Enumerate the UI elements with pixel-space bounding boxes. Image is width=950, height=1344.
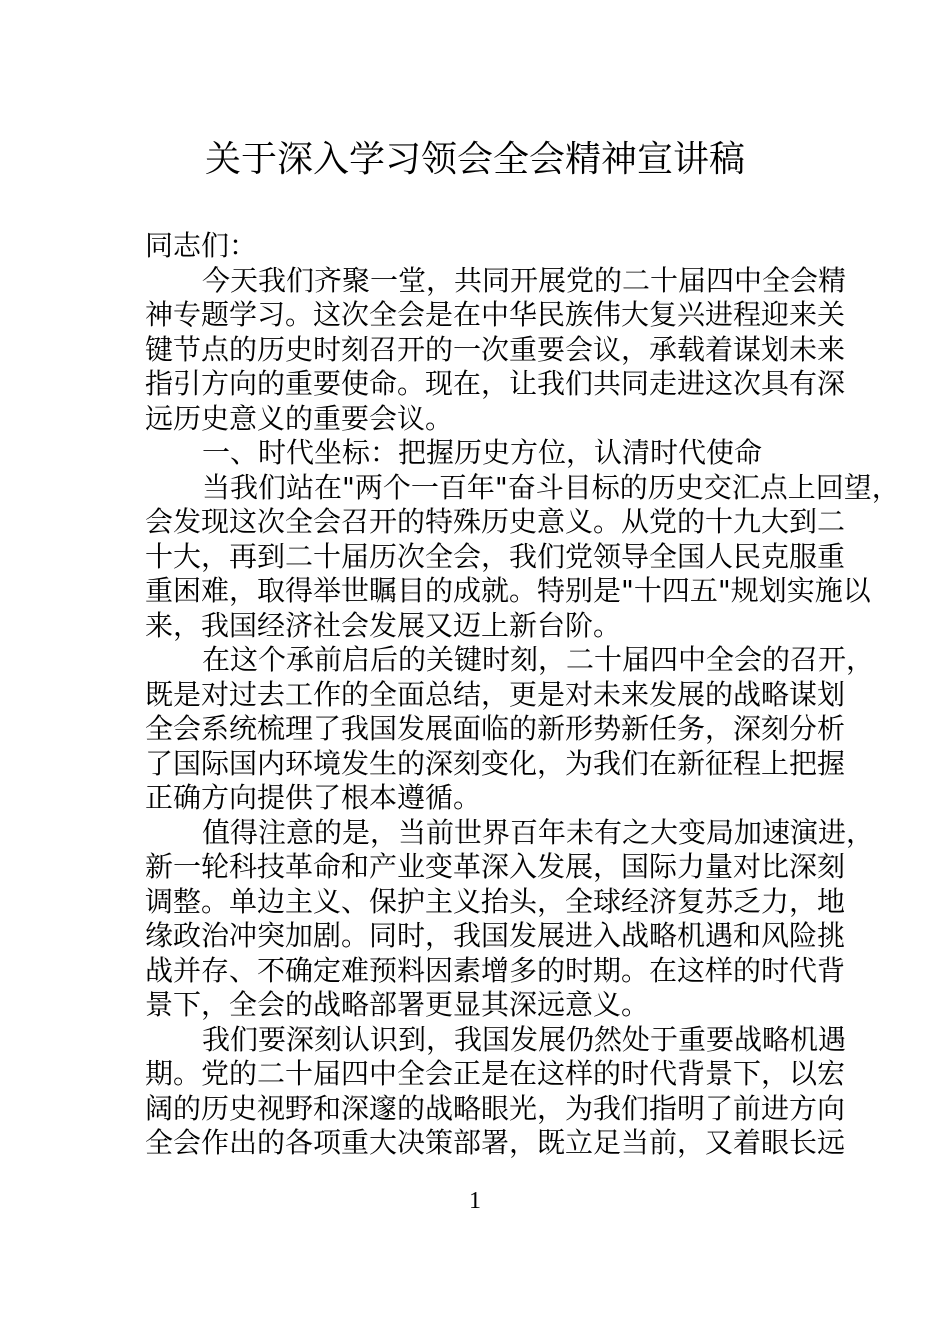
paragraph-line: 神专题学习。这次全会是在中华民族伟大复兴进程迎来关 bbox=[145, 298, 846, 331]
page-number: 1 bbox=[469, 1188, 481, 1214]
paragraph-line: 正确方向提供了根本遵循。 bbox=[145, 781, 482, 814]
paragraph-line: 重困难，取得举世瞩目的成就。特别是"十四五"规划实施以 bbox=[145, 574, 871, 607]
paragraph-line: 来，我国经济社会发展又迈上新台阶。 bbox=[145, 608, 622, 642]
paragraph-line: 既是对过去工作的全面总结，更是对未来发展的战略谋划 bbox=[145, 677, 846, 711]
paragraph-line: 了国际国内环境发生的深刻变化，为我们在新征程上把握 bbox=[145, 746, 846, 780]
paragraph-line: 新一轮科技革命和产业变革深入发展，国际力量对比深刻 bbox=[145, 850, 846, 883]
document-body bbox=[145, 229, 900, 1161]
paragraph-line: 今天我们齐聚一堂，共同开展党的二十届四中全会精 bbox=[202, 263, 847, 297]
paragraph-line: 我们要深刻认识到，我国发展仍然处于重要战略机遇 bbox=[202, 1022, 847, 1056]
paragraph-line: 全会系统梳理了我国发展面临的新形势新任务，深刻分析 bbox=[145, 712, 846, 745]
paragraph-line: 景下，全会的战略部署更显其深远意义。 bbox=[145, 988, 650, 1021]
salutation: 同志们： bbox=[145, 229, 258, 262]
paragraph-line: 阔的历史视野和深邃的战略眼光，为我们指明了前进方向 bbox=[145, 1091, 846, 1125]
paragraph-line: 期。党的二十届四中全会正是在这样的时代背景下，以宏 bbox=[145, 1057, 846, 1090]
paragraph-line: 远历史意义的重要会议。 bbox=[145, 401, 454, 435]
paragraph-line: 战并存、不确定难预料因素增多的时期。在这样的时代背 bbox=[145, 953, 846, 987]
paragraph-line: 键节点的历史时刻召开的一次重要会议，承载着谋划未来 bbox=[145, 332, 846, 366]
paragraph-line: 十大，再到二十届历次全会，我们党领导全国人民克服重 bbox=[145, 539, 846, 573]
paragraph-line: 缘政治冲突加剧。同时，我国发展进入战略机遇和风险挑 bbox=[145, 919, 846, 952]
paragraph-line: 指引方向的重要使命。现在，让我们共同走进这次具有深 bbox=[145, 367, 846, 400]
paragraph-line: 当我们站在"两个一百年"奋斗目标的历史交汇点上回望， bbox=[202, 470, 900, 504]
paragraph-line: 会发现这次全会召开的特殊历史意义。从党的十九大到二 bbox=[145, 505, 846, 538]
paragraph-line: 全会作出的各项重大决策部署，既立足当前，又着眼长远 bbox=[145, 1126, 846, 1159]
section-heading: 一、时代坐标：把握历史方位，认清时代使命 bbox=[202, 436, 763, 469]
paragraph-line: 调整。单边主义、保护主义抬头，全球经济复苏乏力，地 bbox=[145, 884, 846, 918]
document-title: 关于深入学习领会全会精神宣讲稿 bbox=[204, 139, 745, 180]
paragraph-line: 在这个承前启后的关键时刻，二十届四中全会的召开， bbox=[202, 643, 875, 676]
paragraph-line: 值得注意的是，当前世界百年未有之大变局加速演进， bbox=[202, 815, 875, 849]
